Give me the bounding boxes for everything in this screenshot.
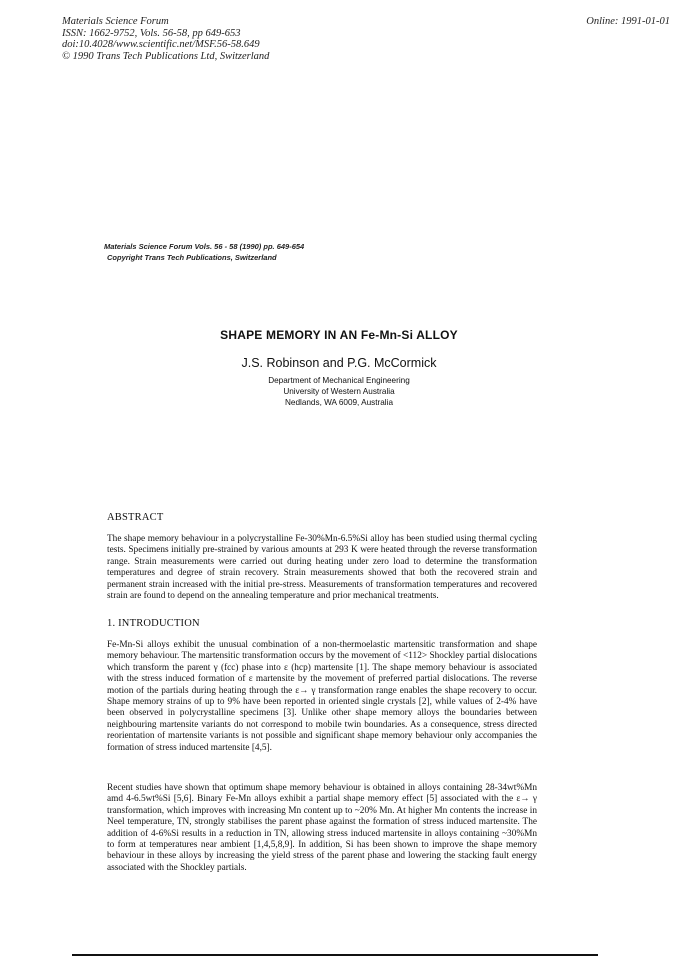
introduction-paragraph-2: Recent studies have shown that optimum shape memory behaviour is obtained in alloys containing 28-34wt%Mn amd 4-6.5wt%Si [5,6]. Binary Fe-Mn alloys exhibit a partial shape memory effect [5] associated with the ε→ γ transformation, which improves with increasing Mn content up to ~20% Mn. At higher Mn contents the increase in Neel temperature, TN, strongly stabilises the parent phase against the formation of stress induced martensite. The addition of 4-6%Si results in a reduction in TN, allowing stress induced martensite in alloys containing ~30%Mn to form at temperatures near ambient [1,4,5,8,9]. In addition, Si has been shown to improve the shape memory behaviour in these alloys by increasing the yield stress of the parent phase and lowering the stacking fault energy associated with the Shockley partials. [107,783,537,873]
footer-rule [72,954,598,956]
journal-header [62,16,269,62]
journal-name: Materials Science Forum [62,16,169,27]
affiliation-block [0,375,678,408]
paper-authors: J.S. Robinson and P.G. McCormick [241,356,437,370]
introduction-paragraph-1: Fe-Mn-Si alloys exhibit the unusual combination of a non-thermoelastic martensitic transformation and shape memory behaviour. The martensitic transformation occurs by the movement of <112> Shockley partial dislocations which transform the parent γ (fcc) phase into ε (hcp) martensite [1]. The shape memory behaviour is associated with the stress induced formation of ε martensite by the movement of preferred partial dislocations. The reverse motion of the partials during heating through the ε→ γ transformation range enables the shape recovery to occur. Shape memory strains of up to 9% have been reported in oriented single crystals [2], while values of 2-4% have been observed in polycrystalline specimens [3]. Unlike other shape memory alloys the boundaries between neighbouring martensite variants do not correspond to mobile twin boundaries. As a consequence, stress directed reorientation of martensite variants is not possible and significant shape memory behaviour only accompanies the formation of stress induced martensite [4,5]. [107,640,537,753]
abstract-heading: ABSTRACT [107,512,164,523]
paper-title: SHAPE MEMORY IN AN Fe-Mn-Si ALLOY [220,328,458,342]
citation-line-1: Materials Science Forum Vols. 56 - 58 (1990) pp. 649-654 [104,242,305,251]
doi-line[interactable]: doi:10.4028/www.scientific.net/MSF.56-58.649 [62,39,260,50]
affiliation-address: Nedlands, WA 6009, Australia [284,398,393,407]
citation-block [104,241,304,263]
citation-line-2: Copyright Trans Tech Publications, Switzerland [107,253,277,262]
affiliation-university: University of Western Australia [283,387,395,396]
abstract-text: The shape memory behaviour in a polycrystalline Fe-30%Mn-6.5%Si alloy has been studied using thermal cycling tests. Specimens initially pre-strained by various amounts at 293 K were heated through the reverse transformation range. Strain measurements were carried out during heating under zero load to determine the transformation temperatures and degree of strain recovery. Strain measurements showed that both the recovered strain and permanent strain increased with the initial pre-stress. Measurements of transformation temperatures and recovered strain are found to depend on the annealing temperature and prior mechanical treatments. [107,534,537,602]
introduction-heading: 1. INTRODUCTION [107,618,200,629]
affiliation-dept: Department of Mechanical Engineering [268,376,410,385]
online-date: Online: 1991-01-01 [586,16,670,27]
issn-line: ISSN: 1662-9752, Vols. 56-58, pp 649-653 [62,27,241,39]
copyright-line: © 1990 Trans Tech Publications Ltd, Switzerland [62,50,270,62]
